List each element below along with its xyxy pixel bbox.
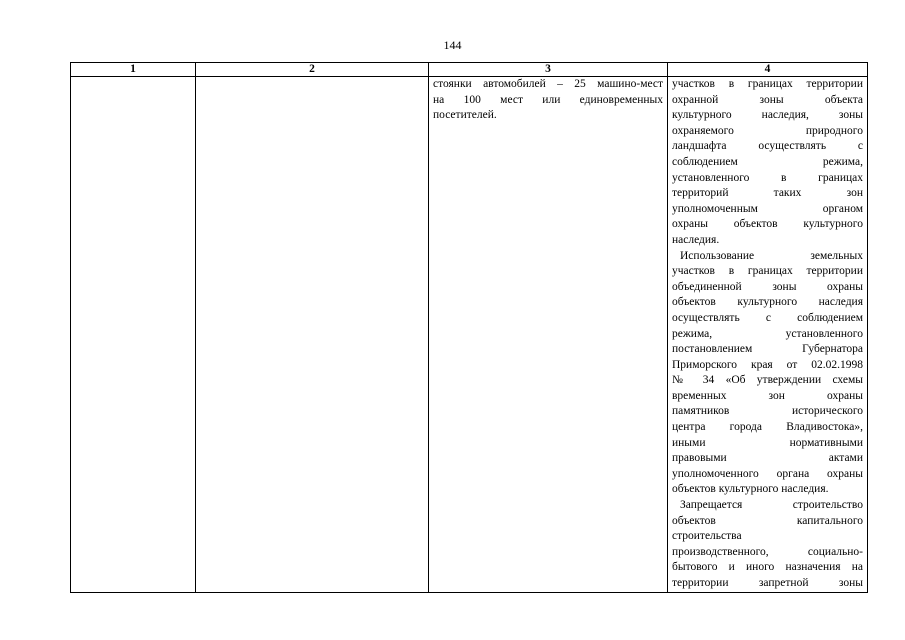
header-row	[71, 63, 868, 77]
text-line: строительства	[672, 530, 742, 543]
text-line: охраняемого природного	[672, 124, 863, 137]
page-number: 144	[443, 38, 462, 52]
text-line: центра города Владивостока»,	[672, 421, 863, 434]
cell-col-3	[429, 77, 668, 593]
text-line: участков в границах территории	[672, 265, 863, 278]
text-line: территорий таких зон	[672, 187, 863, 200]
text-line: уполномоченным органом	[672, 202, 863, 215]
table-row	[71, 77, 868, 593]
text-line: установленного в границах	[672, 171, 863, 184]
text-line: участков в границах территории	[672, 78, 863, 90]
text-line: культурного наследия, зоны	[672, 109, 863, 122]
text-line: наследия.	[672, 233, 720, 246]
text-line: на 100 мест или единовременных	[433, 93, 663, 106]
text-line: памятников исторического	[672, 405, 863, 418]
regulation-table	[70, 62, 868, 593]
text-line: соблюдением режима,	[672, 155, 863, 168]
column-header-2: 2	[196, 63, 429, 77]
text-line: охранной зоны объекта	[672, 93, 863, 106]
text-line: охраны объектов культурного	[672, 218, 863, 231]
cell-col-2	[196, 77, 429, 593]
text-line: Запрещается строительство	[680, 499, 863, 512]
cell-col-4-text	[672, 77, 863, 592]
text-line: посетителей.	[433, 109, 497, 122]
column-header-4: 4	[668, 63, 868, 77]
text-line: ландшафта осуществлять с	[672, 140, 863, 153]
text-line: Приморского края от 02.02.1998	[672, 358, 863, 371]
text-line: объектов культурного наследия.	[672, 483, 829, 496]
text-line: объединенной зоны охраны	[672, 280, 863, 293]
cell-col-1	[71, 77, 196, 593]
text-line: производственного, социально-	[672, 545, 863, 558]
text-line: иными нормативными	[672, 436, 863, 449]
text-line: объектов капитального	[672, 514, 863, 527]
text-line: временных зон охраны	[672, 389, 863, 402]
column-header-1: 1	[71, 63, 196, 77]
text-line: № 34 «Об утверждении схемы	[672, 374, 863, 387]
cell-col-3-text	[433, 77, 663, 124]
text-line: объектов культурного наследия	[672, 296, 863, 309]
text-line: бытового и иного назначения на	[672, 561, 863, 574]
text-line: постановлением Губернатора	[672, 343, 863, 356]
text-line: режима, установленного	[672, 327, 863, 340]
text-line: территории запретной зоны	[672, 577, 863, 589]
text-line: стоянки автомобилей – 25 машино-мест	[433, 78, 663, 90]
text-line: правовыми актами	[672, 452, 863, 465]
text-line: осуществлять с соблюдением	[672, 311, 863, 324]
cell-col-4	[668, 77, 868, 593]
text-line: уполномоченного органа охраны	[672, 467, 863, 480]
column-header-3: 3	[429, 63, 668, 77]
text-line: Использование земельных	[680, 249, 863, 262]
